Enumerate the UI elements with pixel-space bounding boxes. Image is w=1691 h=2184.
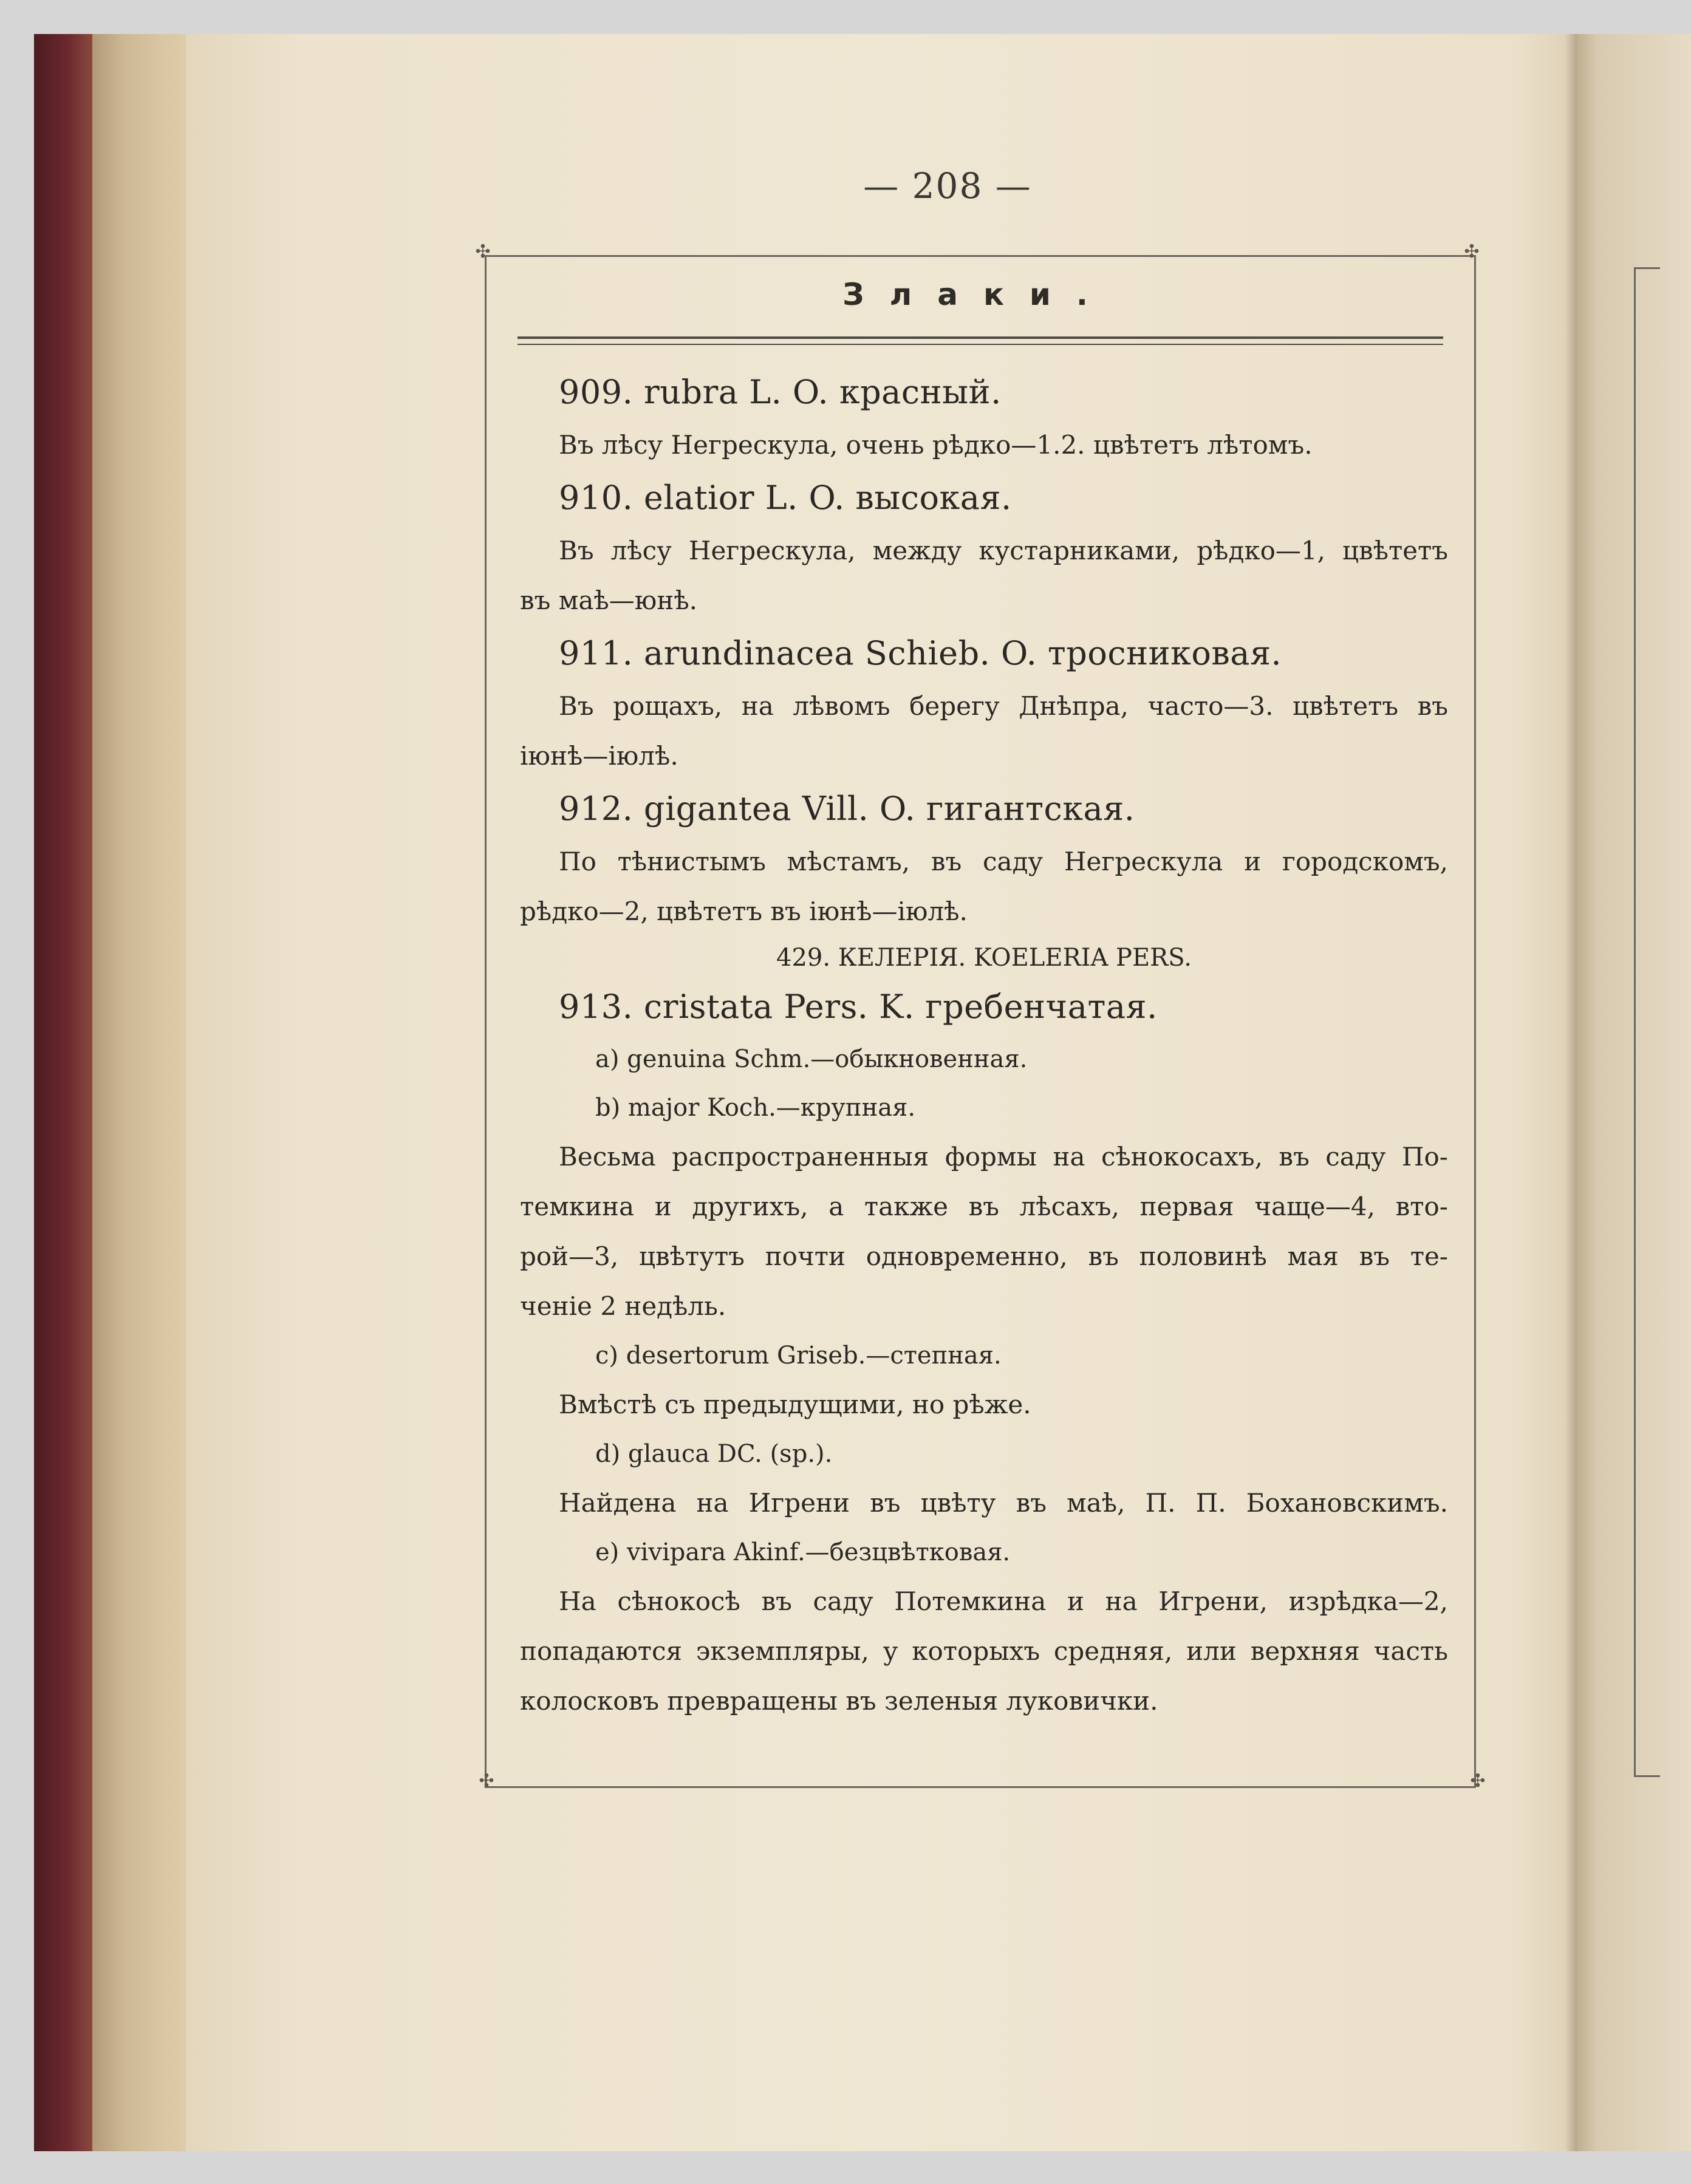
variety-line: c) desertorum Griseb.—степная. bbox=[595, 1342, 1002, 1370]
section-title: Злаки. bbox=[842, 277, 1113, 312]
page-number: — 208 — bbox=[863, 165, 1032, 206]
text-line: Вмѣстѣ съ предыдущими, но рѣже. bbox=[559, 1390, 1031, 1419]
variety-line: d) glauca DC. (sp.). bbox=[595, 1440, 833, 1468]
species-heading: 910. elatior L. O. высокая. bbox=[559, 479, 1012, 517]
species-heading: 913. cristata Pers. K. гребенчатая. bbox=[559, 988, 1158, 1026]
species-heading: 912. gigantea Vill. O. гигантская. bbox=[559, 790, 1135, 828]
text-line: Въ лѣсу Негрескула, очень рѣдко—1.2. цвѣтетъ лѣтомъ. bbox=[559, 430, 1313, 460]
text-line: По тѣнистымъ мѣстамъ, въ саду Негрескула и городскомъ, bbox=[559, 847, 1448, 876]
text-line: Весьма распространенныя формы на сѣнокосахъ, въ саду По- bbox=[559, 1142, 1448, 1172]
text-line: попадаются экземпляры, у которыхъ средняя, или верхняя часть bbox=[520, 1636, 1448, 1666]
variety-line: a) genuina Schm.—обыкновенная. bbox=[595, 1045, 1028, 1073]
text-line: колосковъ превращены въ зеленыя луковички. bbox=[520, 1686, 1158, 1716]
book-binding bbox=[34, 34, 92, 2151]
frame-corner-ornament-icon: ✣ bbox=[475, 241, 491, 262]
text-line: На сѣнокосѣ въ саду Потемкина и на Игрени, изрѣдка—2, bbox=[559, 1586, 1448, 1616]
variety-line: e) vivipara Akinf.—безцвѣтковая. bbox=[595, 1538, 1011, 1566]
text-line: ченіе 2 недѣль. bbox=[520, 1291, 726, 1321]
frame-corner-ornament-icon: ✣ bbox=[1464, 241, 1480, 262]
text-line: іюнѣ—іюлѣ. bbox=[520, 741, 678, 771]
facing-page-frame bbox=[1634, 267, 1660, 1777]
text-line: Найдена на Игрени въ цвѣту въ маѣ, П. П. Бохановскимъ. bbox=[559, 1488, 1448, 1518]
text-line: темкина и другихъ, а также въ лѣсахъ, первая чаще—4, вто- bbox=[520, 1192, 1448, 1221]
frame-corner-ornament-icon: ✣ bbox=[479, 1770, 494, 1792]
text-line: въ маѣ—юнѣ. bbox=[520, 585, 697, 615]
text-body bbox=[520, 364, 1448, 1726]
title-rule-thin bbox=[518, 344, 1443, 345]
species-heading: 909. rubra L. O. красный. bbox=[559, 373, 1002, 411]
text-line: Въ лѣсу Негрескула, между кустарниками, рѣдко—1, цвѣтетъ bbox=[559, 536, 1448, 565]
text-line: Въ рощахъ, на лѣвомъ берегу Днѣпра, часто—3. цвѣтетъ въ bbox=[559, 691, 1448, 721]
text-line: рой—3, цвѣтутъ почти одновременно, въ половинѣ мая въ те- bbox=[520, 1241, 1448, 1271]
species-heading: 911. arundinacea Schieb. O. тросниковая. bbox=[559, 634, 1282, 672]
frame-corner-ornament-icon: ✣ bbox=[1470, 1770, 1486, 1792]
title-rule bbox=[518, 336, 1443, 339]
variety-line: b) major Koch.—крупная. bbox=[595, 1094, 916, 1122]
text-line: рѣдко—2, цвѣтетъ въ іюнѣ—іюлѣ. bbox=[520, 896, 968, 926]
genus-heading: 429. КЕЛЕРІЯ. KOELERIA PERS. bbox=[776, 944, 1192, 972]
